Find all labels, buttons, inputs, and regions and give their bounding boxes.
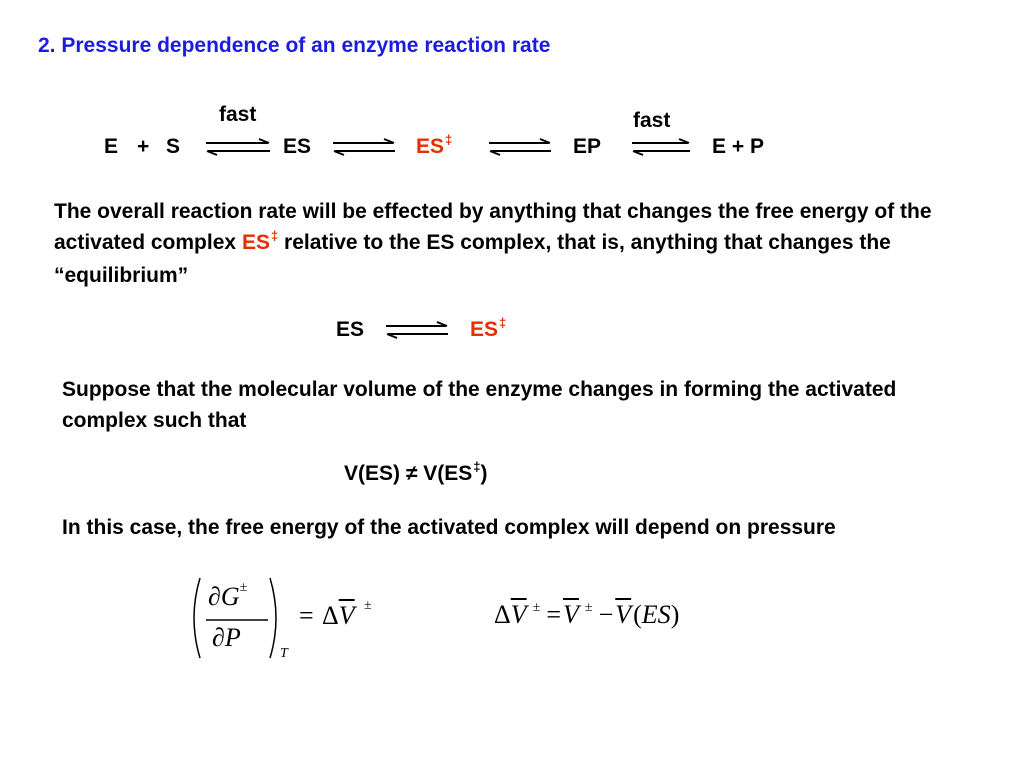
equilibrium-right: ES‡ [470,315,507,341]
paragraph-rate-dependence [54,196,984,291]
equilibrium-left: ES [336,318,365,341]
paragraph-1-part-2: relative to the ES complex, that is, anything that changes the “equilibrium” [54,231,891,287]
equilibrium-arrow-4 [630,138,692,156]
species-plus: + [137,135,150,158]
equilibrium-arrow-5 [384,321,450,339]
species-s: S [166,135,181,158]
subscript-t: T [280,646,288,661]
label-fast-1: fast [219,103,257,126]
species-es: ES [283,135,312,158]
equals-sign: = [546,600,561,629]
paragraph-volume-change: Suppose that the molecular volume of the enzyme changes in forming the activated complex such that [62,378,897,432]
paragraph-1-part-1: The overall reaction rate will be effected by anything that changes the free energy of the activated complex [54,200,932,254]
equation-volume-difference [494,600,679,630]
double-dagger: ‡ [445,132,453,147]
close-paren: ) [670,600,680,629]
minus-sign: − [598,600,614,629]
left-parenthesis [188,576,202,660]
species-e: E [104,135,119,158]
delta-symbol: Δ [494,600,511,629]
es-argument: ES [641,600,671,629]
double-dagger: ‡ [499,315,507,330]
rhs-plus-minus: ± [364,598,372,613]
fraction-bar [206,619,270,622]
double-dagger: ‡ [270,228,279,243]
label-fast-2: fast [633,109,671,132]
species-e-plus-p: E + P [712,135,764,158]
v-bar: V [562,600,579,629]
inequality-symbol: ≠ [405,462,418,485]
equilibrium-arrow-2 [331,138,397,156]
inequality-left: V(ES) [344,462,401,485]
paragraph-1-highlight: ES‡ [241,228,279,254]
equilibrium-arrow-1 [204,138,272,156]
double-dagger: ‡ [473,459,481,474]
inequality-right: V(ES‡) [423,459,488,485]
numerator: ∂G± [208,580,248,611]
v-bar: V [510,600,527,629]
species-es-activated [416,132,453,159]
plus-minus: ± [584,600,593,615]
species-ep: EP [573,135,602,158]
denominator: ∂P [212,623,241,652]
equation-partial-derivative [188,574,388,666]
open-paren: ( [633,600,642,629]
v-bar: V [615,600,632,629]
volume-inequality [344,459,488,486]
es-activated-text: ES [416,135,445,158]
rhs-delta-v: ΔV [322,601,355,630]
slide-title: 2. Pressure dependence of an enzyme reaction rate [38,34,551,57]
equals-sign: = [299,601,314,630]
plus-minus: ± [532,600,541,615]
equilibrium-arrow-3 [487,138,553,156]
paragraph-pressure-dependence: In this case, the free energy of the activated complex will depend on pressure [62,516,836,539]
